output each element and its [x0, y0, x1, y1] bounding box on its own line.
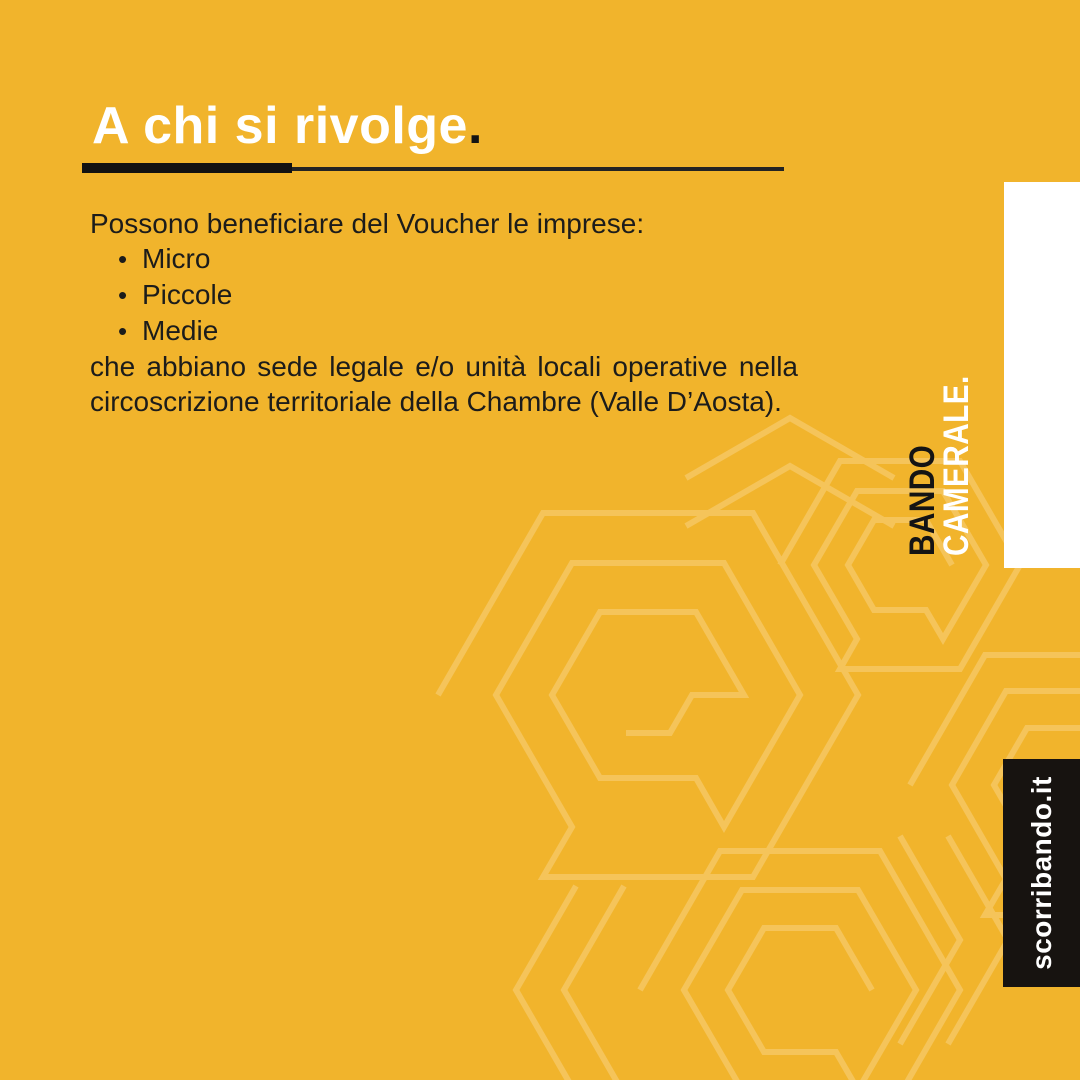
page-title — [92, 96, 483, 156]
bullet-label: Piccole — [142, 279, 233, 310]
bullet-dot-icon: • — [118, 244, 128, 274]
bullet-label: Micro — [142, 243, 211, 274]
bullet-item — [90, 277, 798, 313]
chevron-up-2 — [686, 466, 894, 526]
body-text — [90, 206, 798, 419]
hex-spiral-bottom — [640, 851, 960, 1080]
outro-text: che abbiano sede legale e/o unità locali operative nella circoscrizione territoriale della Chambre (Valle D’Aosta). — [90, 351, 798, 417]
hex-spiral-large — [438, 513, 858, 877]
intro-text: Possono beneficiare del Voucher le imprese: — [90, 208, 645, 239]
bullet-dot-icon: • — [118, 316, 128, 346]
bullet-dot-icon: • — [118, 280, 128, 310]
side-panel-white — [1004, 182, 1080, 568]
bullet-item — [90, 241, 798, 277]
page-title-text: A chi si rivolge — [92, 97, 468, 155]
bullet-item — [90, 313, 798, 349]
side-label-bando: BANDO — [903, 444, 942, 556]
side-label — [903, 375, 976, 556]
footer-bar — [1003, 759, 1080, 987]
title-underline-thick — [82, 163, 292, 173]
bullet-list — [90, 241, 798, 349]
website-label: scorribando.it — [1025, 776, 1057, 970]
chevron-left-2 — [564, 886, 624, 1080]
side-label-camerale: CAMERALE. — [937, 375, 976, 556]
hex-spiral-upper — [780, 461, 1020, 669]
page-title-period: . — [467, 97, 483, 155]
bullet-label: Medie — [142, 315, 219, 346]
